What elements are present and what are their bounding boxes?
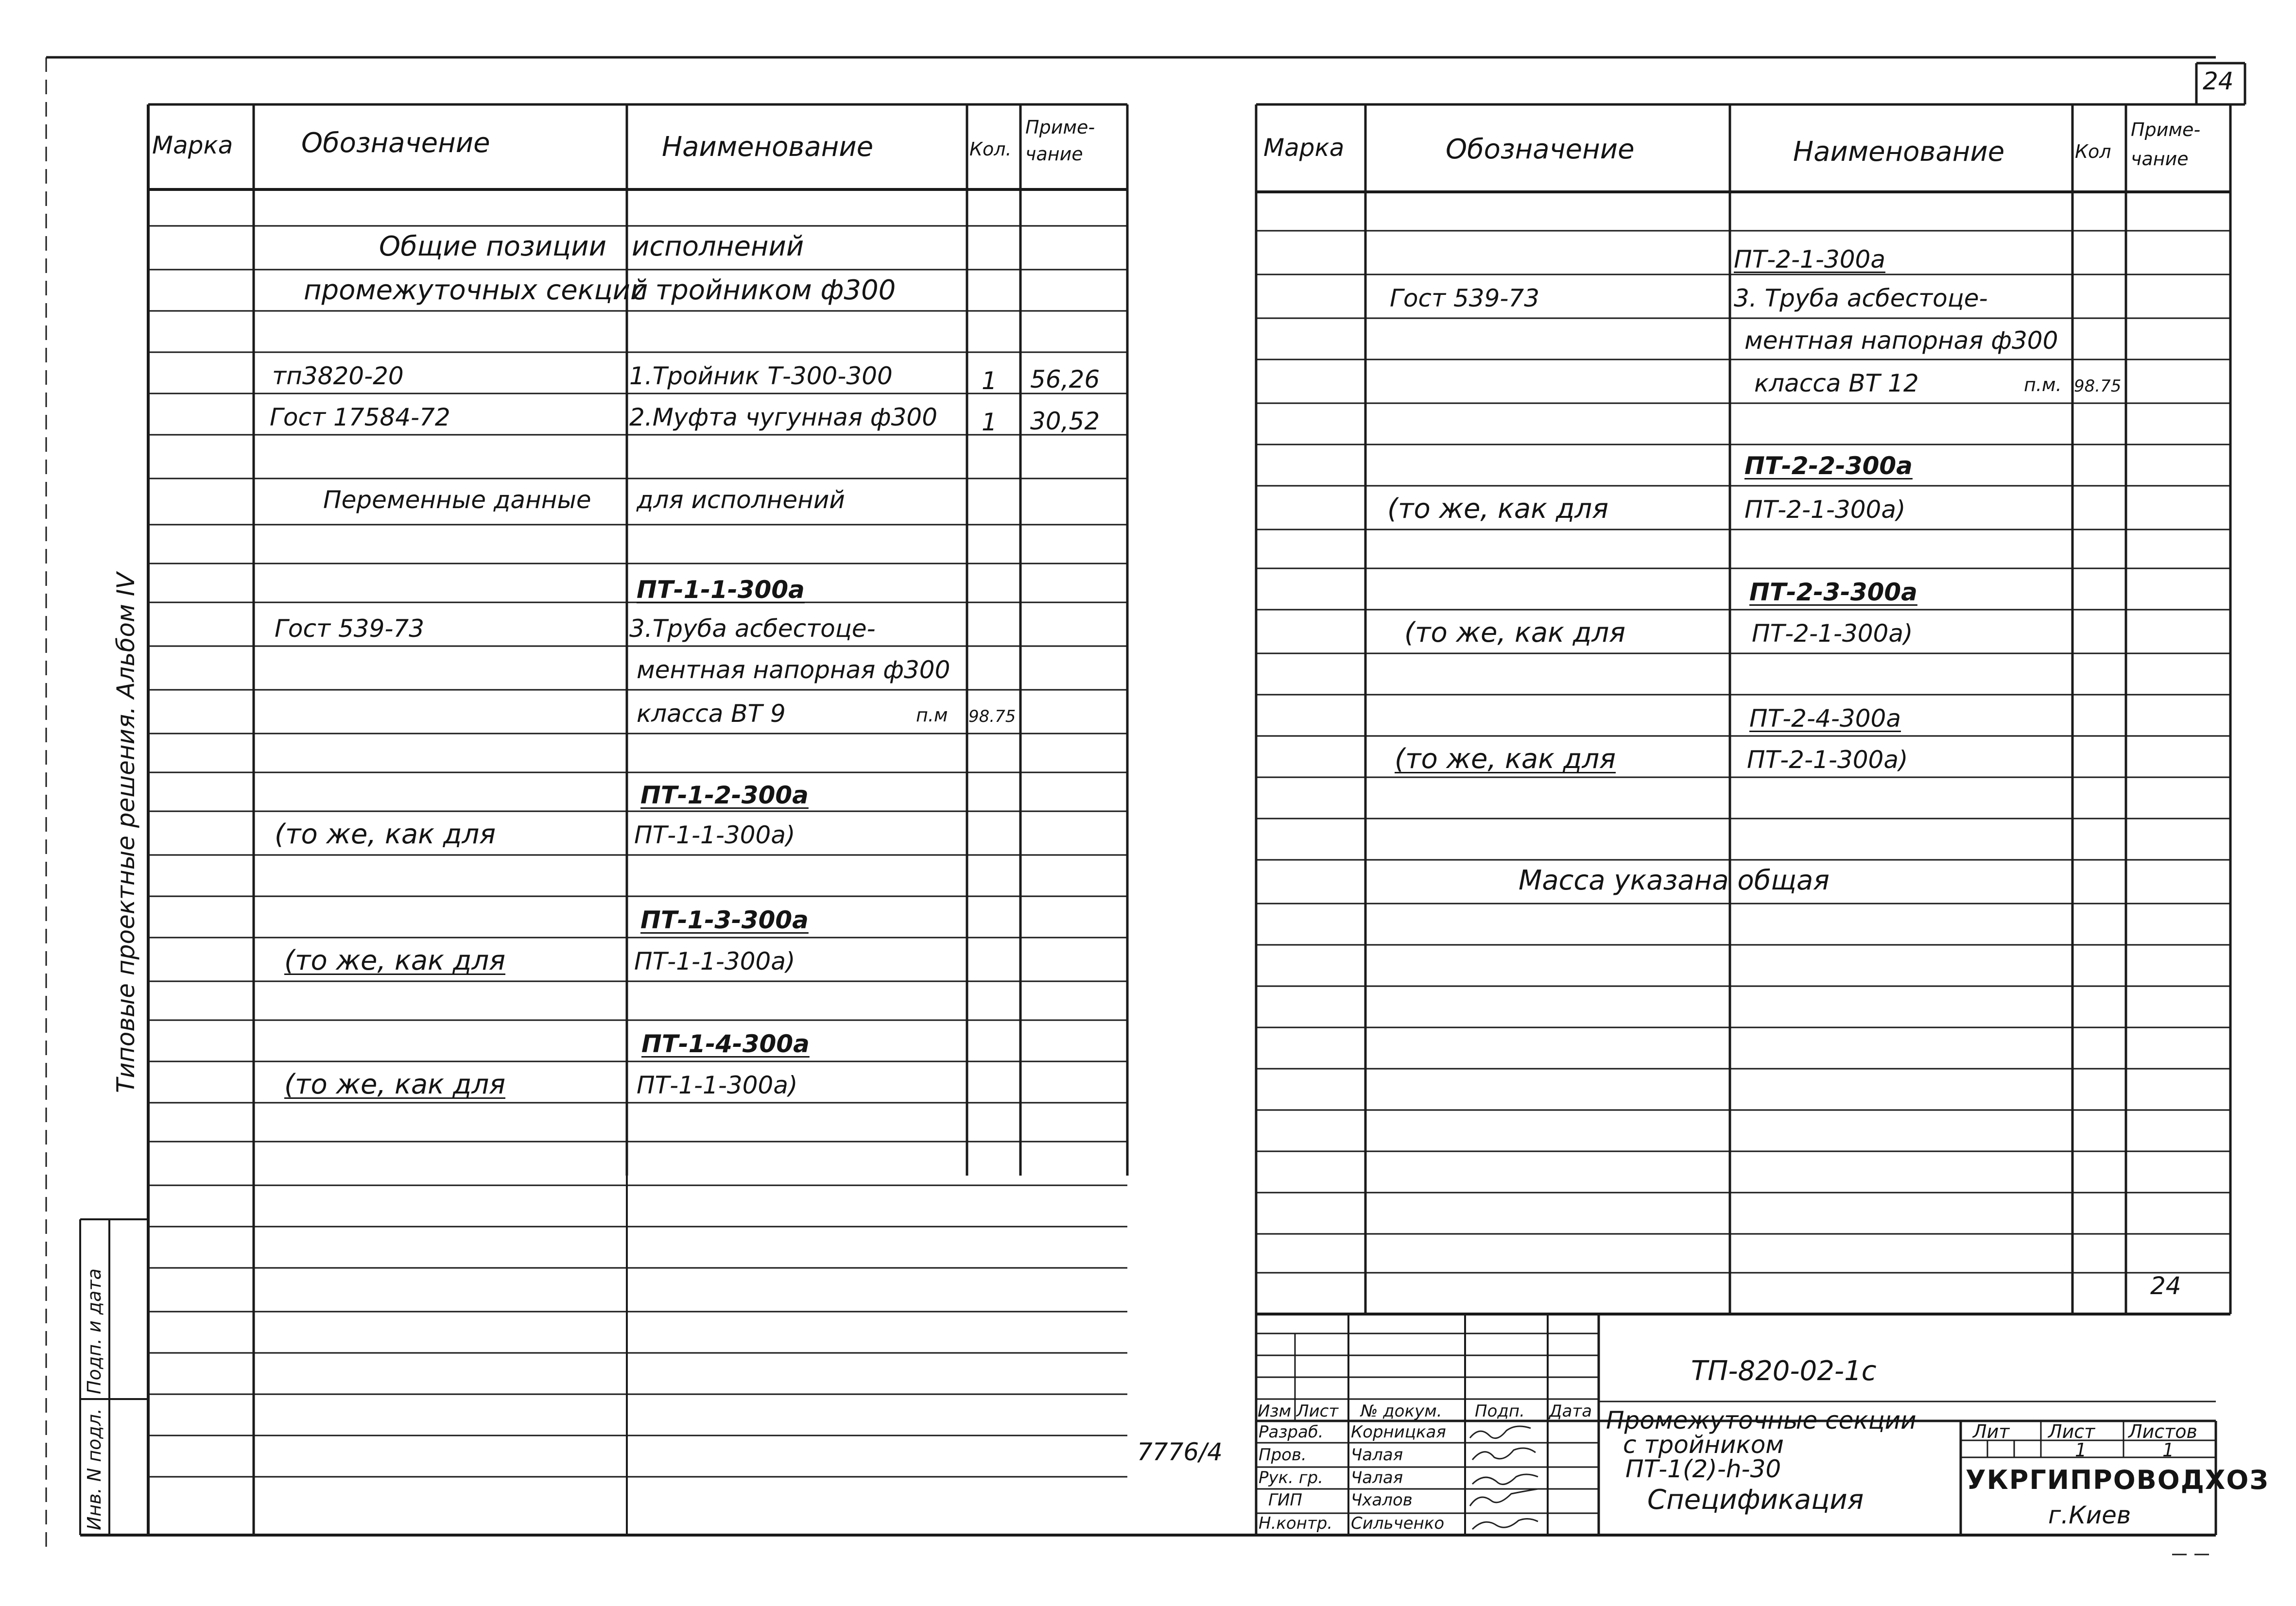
right-v1-qty: 98.75 <box>2074 376 2122 396</box>
tb-sheet-value: 1 <box>2075 1439 2087 1461</box>
left-header-designation: Обозначение <box>301 127 490 159</box>
sheet-number-bottom: 24 <box>2150 1272 2181 1300</box>
left-header-name: Наименование <box>662 131 874 163</box>
right-v1-name-2: ментная напорная ф300 <box>1744 326 2058 355</box>
sheet-number-top: 24 <box>2203 67 2234 95</box>
right-v4-title: ПТ-2-4-300а <box>1749 704 1901 733</box>
variable-a: Переменные данные <box>323 486 591 514</box>
left-v1-unit: п.м <box>916 704 948 726</box>
mass-note: Масса указана общая <box>1519 865 1830 896</box>
coupling-qty: 1 <box>982 408 997 436</box>
coupling-designation: Гост 17584-72 <box>270 403 450 431</box>
tee-name: 1.Тройник Т-300-300 <box>629 362 893 390</box>
general-1a: Общие позиции <box>379 231 606 262</box>
tb-name: Корницкая <box>1351 1422 1446 1442</box>
tb-role: Рук. гр. <box>1259 1468 1324 1487</box>
document-code: ТП-820-02-1с <box>1691 1355 1877 1387</box>
right-header-note-2: чание <box>2131 148 2189 170</box>
general-2a: промежуточных секций <box>304 274 648 306</box>
title-line-1: Промежуточные секции <box>1606 1406 1916 1435</box>
right-v1-name-3: класса ВТ 12 <box>1754 369 1919 397</box>
title-line-3: ПТ-1(2)-h-30 <box>1625 1455 1781 1483</box>
coupling-note: 30,52 <box>1030 407 1100 435</box>
left-header-mark: Марка <box>152 131 233 159</box>
left-v3-same: (то же, как для <box>284 945 505 976</box>
tb-name: Сильченко <box>1351 1514 1445 1533</box>
left-v2-title: ПТ-1-2-300а <box>640 781 809 809</box>
right-v3-ref: ПТ-2-1-300а) <box>1752 619 1913 648</box>
left-v3-ref: ПТ-1-1-300а) <box>634 947 795 975</box>
tb-hdr-sign: Подп. <box>1475 1401 1525 1421</box>
tee-qty: 1 <box>982 367 997 395</box>
left-v2-ref: ПТ-1-1-300а) <box>634 821 795 849</box>
tb-sheets-value: 1 <box>2162 1439 2175 1461</box>
left-v1-name-1: 3.Труба асбестоце- <box>629 615 876 643</box>
tb-hdr-izm: Изм <box>1258 1401 1292 1421</box>
left-v4-same: (то же, как для <box>284 1069 505 1100</box>
tb-hdr-date: Дата <box>1549 1401 1592 1421</box>
tb-role: Пров. <box>1259 1445 1307 1465</box>
right-v3-same: (то же, как для <box>1404 617 1625 649</box>
album-title: Типовые проектные решения. Альбом IV <box>112 572 140 1093</box>
variable-b: для исполнений <box>637 486 845 514</box>
archive-number: 7776/4 <box>1137 1438 1223 1466</box>
left-header-note-1: Приме- <box>1025 117 1095 138</box>
right-header-mark: Марка <box>1263 134 1345 162</box>
tb-name: Чхалов <box>1351 1490 1413 1510</box>
tb-hdr-list: Лист <box>1296 1401 1339 1421</box>
right-header-note-1: Приме- <box>2131 119 2201 140</box>
title-line-2: с тройником <box>1623 1431 1784 1459</box>
tb-role: Разраб. <box>1259 1422 1324 1442</box>
stamp-inventory-label: Инв. N подл. <box>84 1408 105 1530</box>
left-v3-title: ПТ-1-3-300а <box>640 906 809 934</box>
left-header-qty: Кол. <box>969 138 1012 160</box>
right-v1-unit: п.м. <box>2024 374 2062 395</box>
right-v4-ref: ПТ-2-1-300а) <box>1747 746 1908 774</box>
right-v2-title: ПТ-2-2-300а <box>1744 452 1913 480</box>
organization: УКРГИПРОВОДХОЗ <box>1966 1465 2269 1495</box>
city: г.Киев <box>2048 1501 2131 1529</box>
stamp-signature-label: Подп. и дата <box>84 1268 105 1394</box>
right-v3-title: ПТ-2-3-300а <box>1749 578 1917 606</box>
left-v1-qty: 98.75 <box>968 707 1016 726</box>
tee-note: 56,26 <box>1030 365 1100 393</box>
coupling-name: 2.Муфта чугунная ф300 <box>629 403 938 431</box>
title-line-4: Спецификация <box>1647 1484 1864 1516</box>
right-header-designation: Обозначение <box>1446 134 1635 165</box>
right-v2-ref: ПТ-2-1-300а) <box>1744 495 1906 524</box>
tb-lit-label: Лит <box>1973 1421 2010 1442</box>
right-v1-designation: Гост 539-73 <box>1390 284 1540 312</box>
general-2b: с тройником ф300 <box>632 274 896 306</box>
left-v1-title: ПТ-1-1-300а <box>637 576 805 604</box>
left-header-note-2: чание <box>1025 143 1083 165</box>
right-header-name: Наименование <box>1793 136 2005 168</box>
right-v1-title: ПТ-2-1-300а <box>1734 245 1885 273</box>
right-v1-name-1: 3. Труба асбестоце- <box>1734 284 1988 312</box>
tb-name: Чалая <box>1351 1468 1403 1487</box>
tb-sheet-label: Лист <box>2048 1421 2095 1442</box>
tee-designation: тп3820-20 <box>272 362 404 390</box>
tb-role: ГИП <box>1268 1490 1302 1510</box>
left-v4-ref: ПТ-1-1-300а) <box>637 1071 798 1099</box>
left-v1-name-2: ментная напорная ф300 <box>637 656 950 684</box>
tb-role: Н.контр. <box>1259 1514 1333 1533</box>
left-v2-same: (то же, как для <box>275 819 496 850</box>
left-v1-designation: Гост 539-73 <box>275 615 425 643</box>
left-v1-name-3: класса ВТ 9 <box>637 700 786 728</box>
tb-hdr-doc: № докум. <box>1361 1401 1442 1421</box>
right-v2-same: (то же, как для <box>1387 493 1608 525</box>
right-v4-same: (то же, как для <box>1395 743 1616 775</box>
right-header-qty: Кол <box>2075 141 2111 162</box>
tb-name: Чалая <box>1351 1445 1403 1465</box>
left-v4-title: ПТ-1-4-300а <box>641 1030 810 1058</box>
tb-sheets-label: Листов <box>2128 1421 2197 1442</box>
general-1b: исполнений <box>632 231 804 262</box>
